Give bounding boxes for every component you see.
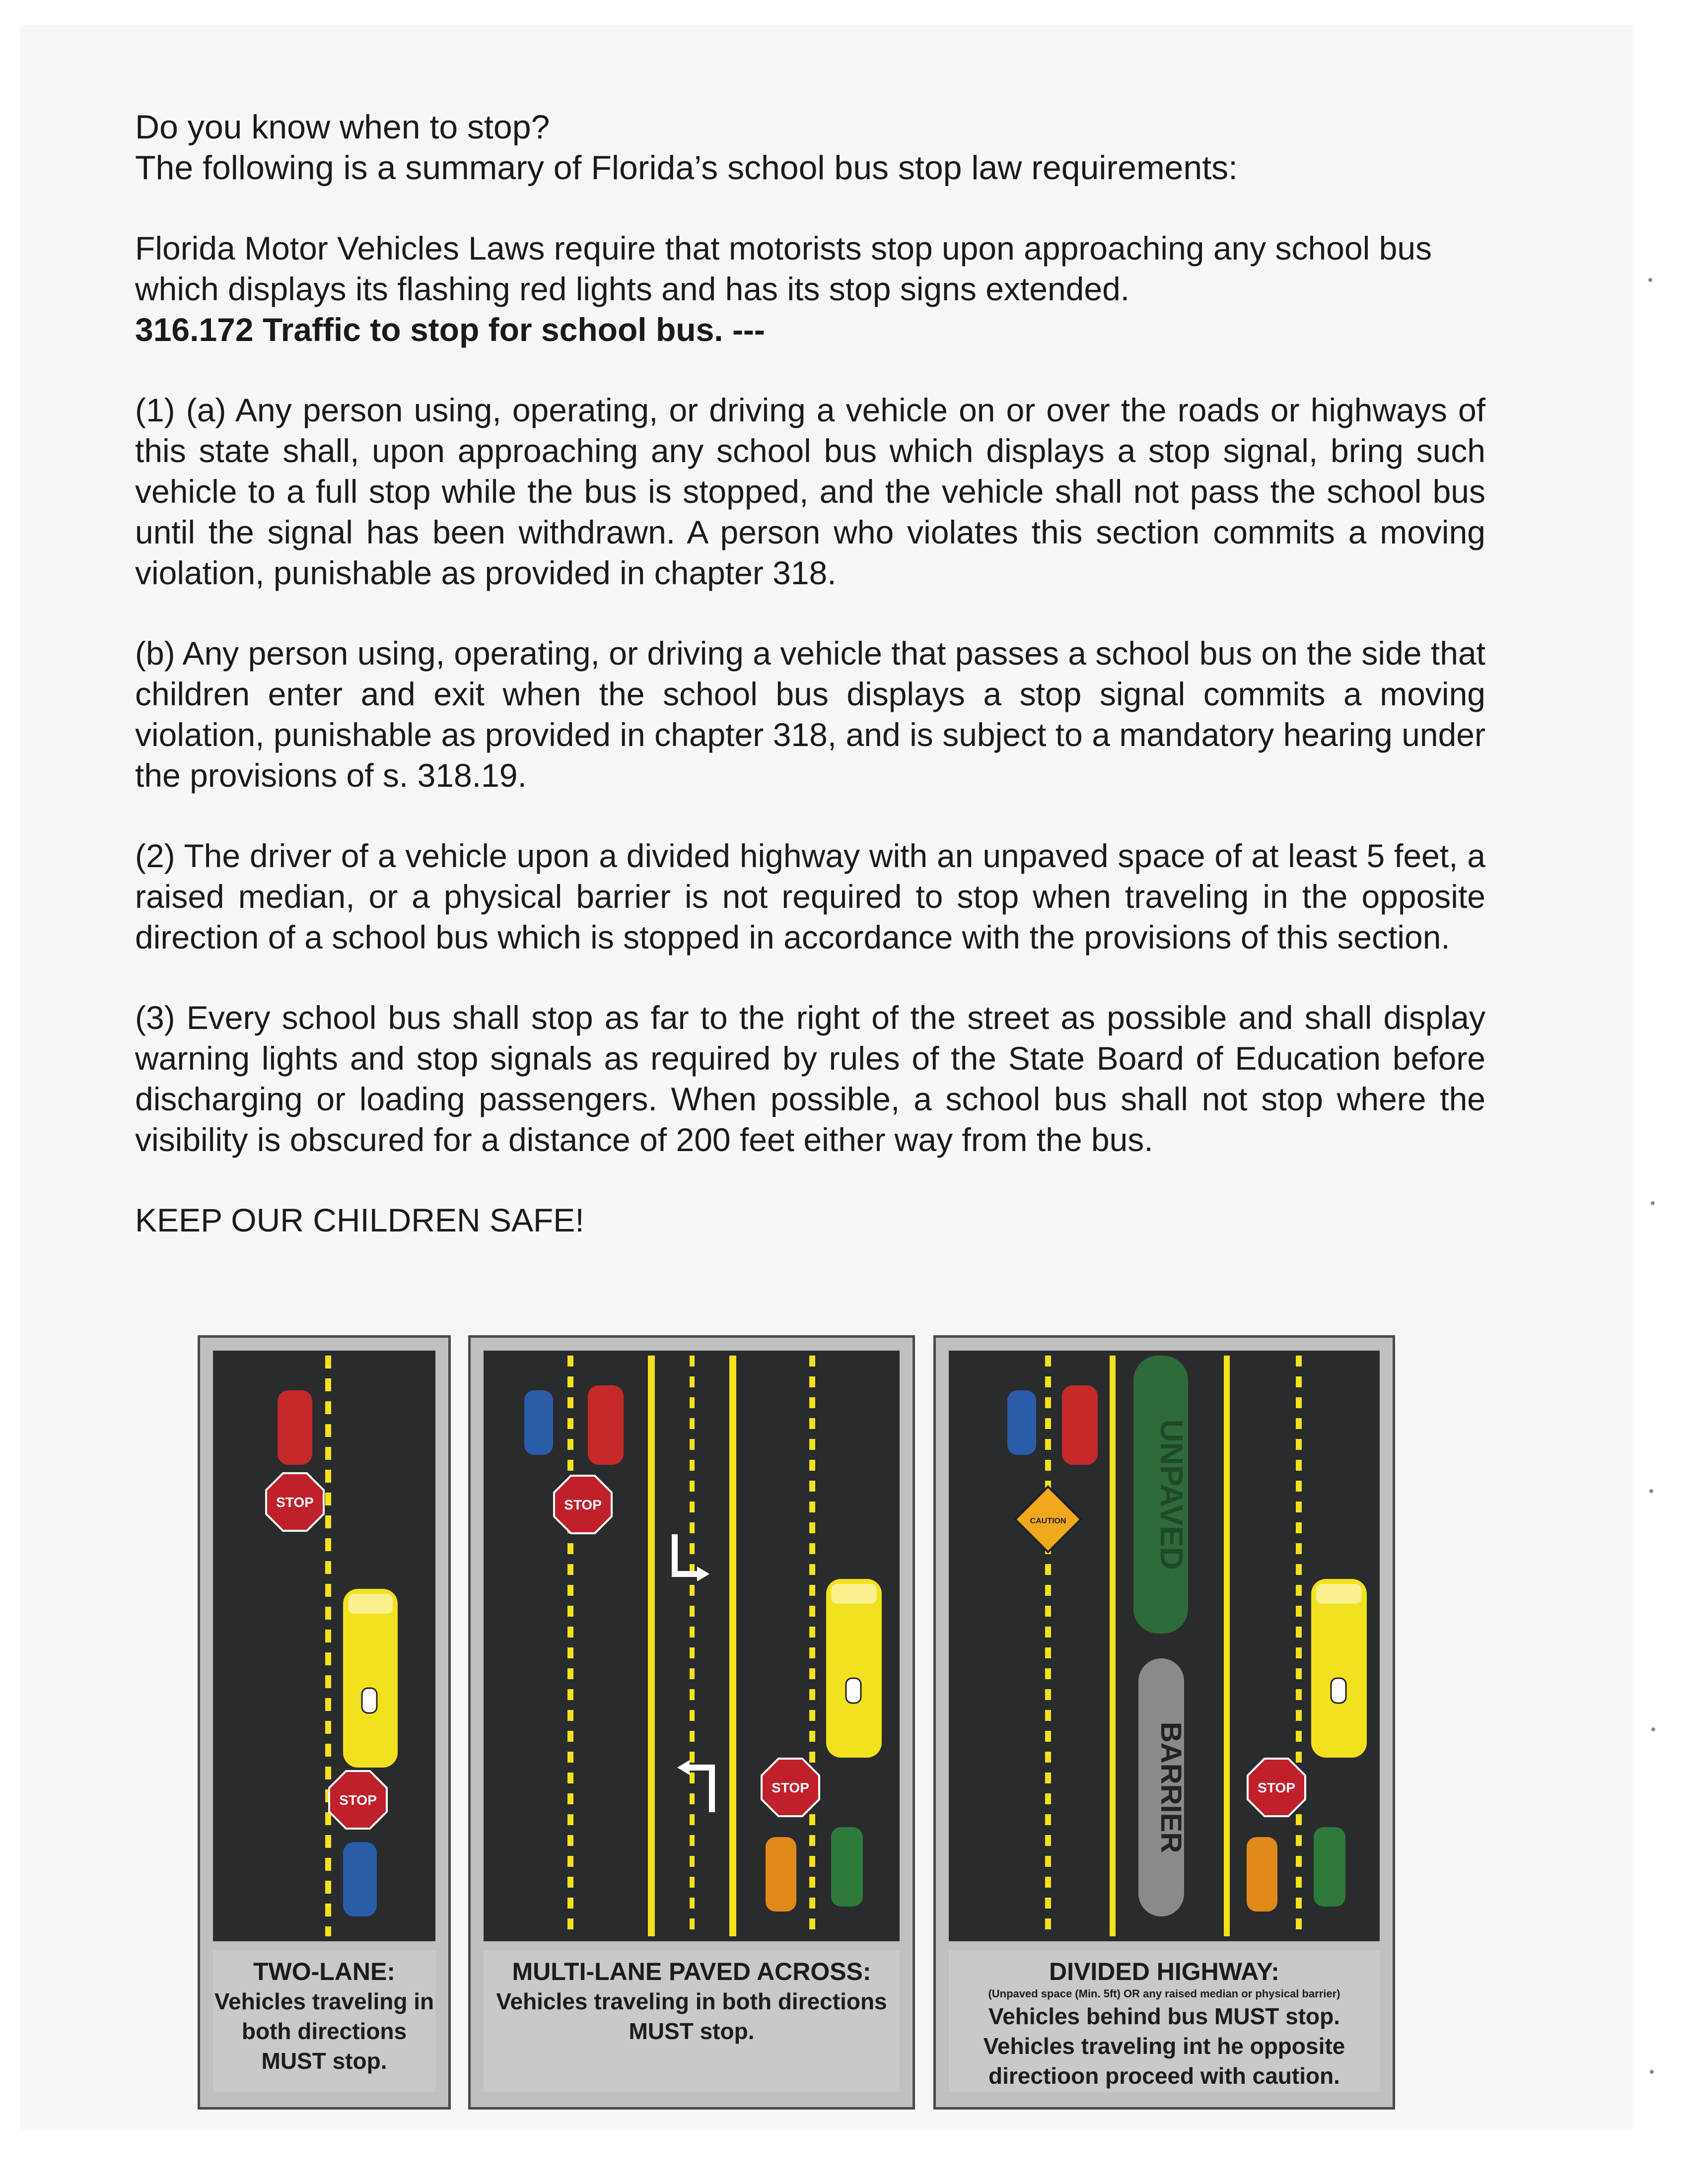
question-line: Do you know when to stop? xyxy=(135,108,550,146)
diagram-divided-highway xyxy=(933,1335,1395,2110)
multi-lane-caption xyxy=(484,1951,900,2092)
law-intro-paragraph: Florida Motor Vehicles Laws require that motorists stop upon approaching any school bus which displays its flashing red lights and has its stop signs extended. xyxy=(135,230,1432,307)
section-3: (3) Every school bus shall stop as far to the right of the street as possible and shall display warning lights and stop signals as required by rules of the State Board of Education before discharging or loading passengers. When possible, a school bus shall not stop where the visibility is obscured for a distance of 200 feet either way from the bus. xyxy=(135,999,1485,1158)
two-lane-caption xyxy=(213,1951,435,2092)
scan-speck xyxy=(1651,1727,1655,1731)
unpaved-label: UNPAVED xyxy=(1154,1419,1190,1570)
red-car xyxy=(588,1385,624,1465)
blue-car xyxy=(524,1390,553,1455)
two-lane-title: TWO-LANE: xyxy=(253,1958,396,1985)
scan-speck xyxy=(1650,2070,1654,2074)
stop-sign-label: STOP xyxy=(339,1792,377,1808)
stop-sign-label: STOP xyxy=(1258,1780,1295,1795)
statute-title: 316.172 Traffic to stop for school bus. --- xyxy=(135,311,765,348)
two-lane-body: Vehicles traveling in both directions MUST stop. xyxy=(214,1988,434,2074)
two-lane-road-diagram xyxy=(213,1351,435,1941)
divided-highway-body: Vehicles behind bus MUST stop. xyxy=(988,2003,1340,2029)
document-body xyxy=(135,107,1485,1240)
red-car xyxy=(1062,1385,1098,1465)
blue-car xyxy=(1007,1390,1036,1455)
road-surface xyxy=(213,1351,435,1941)
divided-highway-road-diagram xyxy=(949,1351,1380,1941)
section-2: (2) The driver of a vehicle upon a divided highway with an unpaved space of at least 5 feet, a raised median, or a physical barrier is not required to stop when traveling in the opposite direction of a school bus which is stopped in accordance with the provisions of this section. xyxy=(135,837,1485,956)
school-bus xyxy=(1311,1579,1367,1758)
school-bus xyxy=(343,1589,398,1768)
divided-highway-body2: Vehicles traveling int he opposite directioon proceed with caution. xyxy=(983,2033,1345,2089)
section-1a: (1) (a) Any person using, operating, or driving a vehicle on or over the roads or highways of this state shall, upon approaching any school bus which displays a stop signal, bring such vehicle to a full stop while the bus is stopped, and the vehicle shall not pass the school bus until the signal has been withdrawn. A person who violates this section commits a moving violation, punishable as provided in chapter 318. xyxy=(135,392,1485,591)
blue-car xyxy=(343,1842,377,1916)
multi-lane-road-diagram xyxy=(484,1351,900,1941)
multi-lane-title: MULTI-LANE PAVED ACROSS: xyxy=(512,1958,871,1985)
scan-speck xyxy=(1651,1201,1655,1205)
red-car xyxy=(278,1390,312,1465)
orange-car xyxy=(1247,1837,1277,1911)
diagram-multi-lane xyxy=(468,1335,915,2110)
summary-line: The following is a summary of Florida’s school bus stop law requirements: xyxy=(135,149,1238,187)
caution-sign-label: CAUTION xyxy=(1030,1517,1066,1525)
scan-speck xyxy=(1648,278,1652,282)
divided-highway-note: (Unpaved space (Min. 5ft) OR any raised median or physical barrier) xyxy=(988,1987,1340,2000)
green-car xyxy=(831,1827,863,1907)
stop-sign-bottom xyxy=(329,1771,387,1829)
stop-sign-label: STOP xyxy=(276,1495,314,1510)
multi-lane-body: Vehicles traveling in both directions MUST stop. xyxy=(496,1988,887,2044)
divided-highway-caption xyxy=(949,1951,1380,2092)
stop-sign-bottom xyxy=(1248,1759,1305,1816)
barrier-label: BARRIER xyxy=(1155,1721,1187,1853)
divided-highway-title: DIVIDED HIGHWAY: xyxy=(1049,1958,1279,1985)
stop-sign-top xyxy=(266,1473,324,1531)
stop-sign-label: STOP xyxy=(564,1497,602,1512)
diagram-two-lane xyxy=(198,1335,451,2110)
school-bus xyxy=(826,1579,882,1758)
stop-sign-bottom xyxy=(762,1759,819,1816)
section-1b: (b) Any person using, operating, or driving a vehicle that passes a school bus on the side that children enter and exit when the school bus displays a stop signal commits a moving violation, punishable as provided in chapter 318, and is subject to a mandatory hearing under the provisions of s. 318.19. xyxy=(135,635,1485,794)
stop-sign-top xyxy=(554,1476,612,1533)
stop-sign-label: STOP xyxy=(772,1780,809,1795)
orange-car xyxy=(766,1837,796,1911)
green-car xyxy=(1314,1827,1345,1907)
scan-speck xyxy=(1649,1489,1653,1493)
closing-slogan: KEEP OUR CHILDREN SAFE! xyxy=(135,1202,584,1238)
